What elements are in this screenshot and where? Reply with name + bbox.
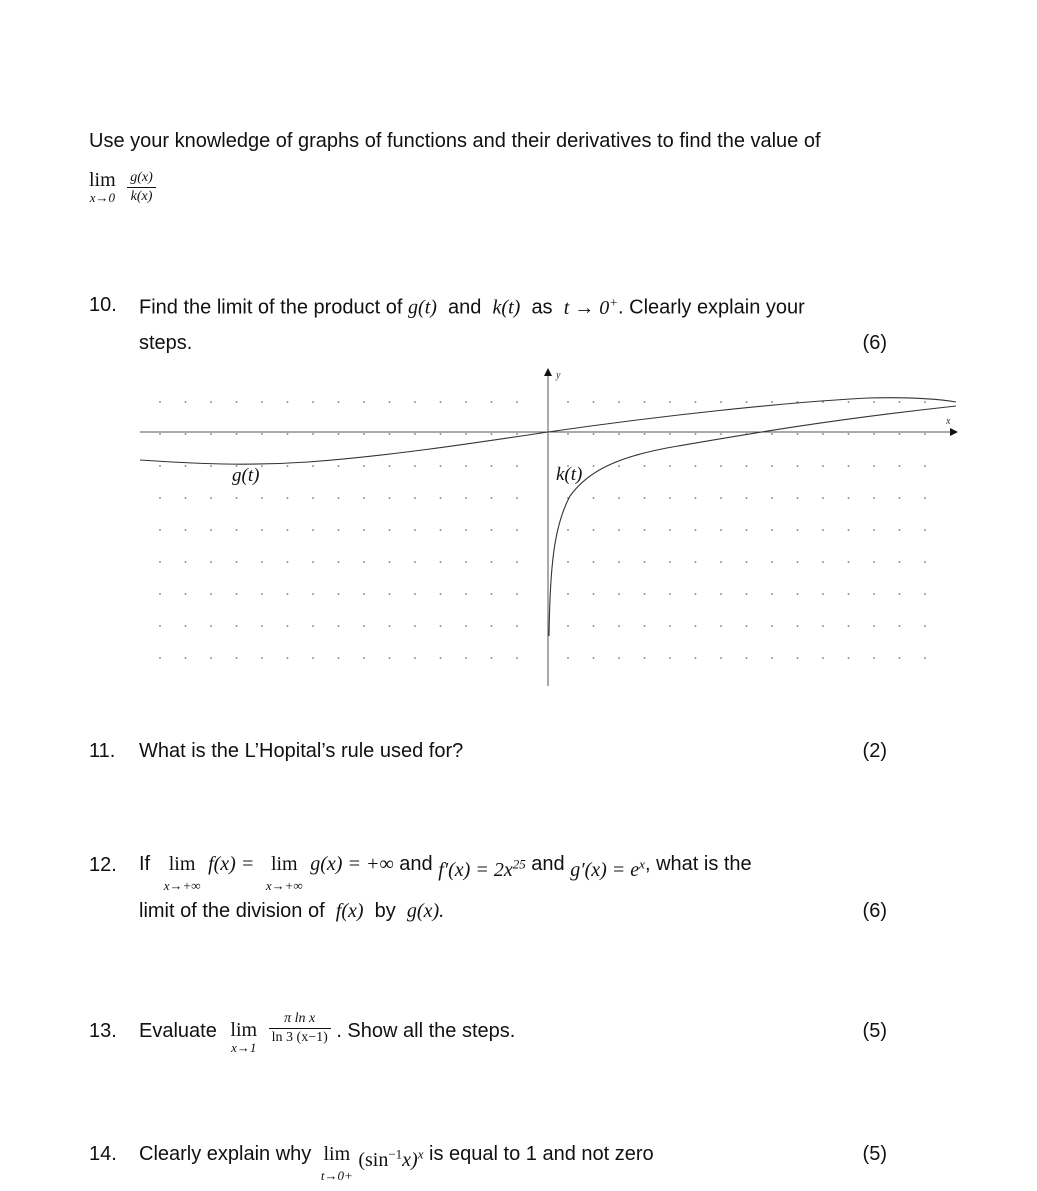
q12-tail: , what is the: [644, 853, 752, 875]
y-axis-label: y: [556, 370, 561, 381]
q13-limit: lim x→1: [230, 1019, 258, 1055]
question-14-number: 14.: [89, 1143, 117, 1165]
dot-grid: [159, 401, 926, 659]
q10-text-b: . Clearly explain your: [618, 296, 805, 319]
q12-gprime: $g'(x) = e^x$: [570, 856, 645, 881]
q13-evaluate: Evaluate: [139, 1020, 217, 1042]
intro-text: Use your knowledge of graphs of functions and their derivatives to find the value of: [89, 130, 821, 152]
q10-marks: (6): [862, 332, 887, 354]
q14-expr: $(\sin^{-1}x)^x$: [358, 1146, 424, 1171]
q12-limit-2: lim x→+∞: [265, 853, 303, 893]
q11-marks: (2): [862, 740, 887, 762]
q12-line2-g: g(x).: [406, 900, 445, 922]
x-axis-label: x: [946, 416, 951, 427]
q12-fprime: $f'(x) = 2x^{25}$: [438, 856, 526, 881]
q10-t-limit: t → 0+: [563, 294, 619, 319]
limit-subscript: x→0: [89, 190, 115, 205]
fraction-numerator: g(x): [127, 171, 156, 188]
q14-marks: (5): [862, 1143, 887, 1165]
q11-text: What is the L’Hopital’s rule used for?: [139, 740, 464, 762]
limit-fraction: [127, 171, 156, 204]
q14-limit: lim t→0+: [320, 1143, 353, 1183]
q10-text-c: steps.: [139, 332, 193, 354]
q12-and: and: [399, 853, 433, 875]
q12-and-2: and: [531, 853, 565, 875]
limit-word: lim: [89, 169, 116, 191]
g-label: g(t): [232, 465, 260, 486]
q12-line2-f: f(x): [335, 900, 364, 922]
question-12-line-1: [139, 850, 752, 892]
q12-line2-a: limit of the division of: [139, 900, 325, 922]
q12-marks: (6): [862, 900, 887, 922]
q13-denominator: ln 3 (x−1): [271, 1030, 328, 1045]
q12-f-expr: f(x) =: [208, 853, 255, 875]
x-axis-arrow: [950, 428, 958, 436]
q10-g-of-t: g(t): [408, 296, 437, 319]
y-axis-arrow: [544, 368, 552, 376]
question-14-line: [139, 1140, 654, 1182]
fraction-denominator: k(x): [130, 188, 153, 204]
q10-k-of-t: k(t): [492, 296, 521, 319]
q14-text-b: is equal to 1 and not zero: [429, 1143, 654, 1165]
question-13-number: 13.: [89, 1020, 117, 1042]
q12-if: If: [139, 853, 151, 875]
question-12-line-2: [139, 900, 444, 923]
q10-text-a: Find the limit of the product of: [139, 296, 403, 319]
question-13-line: [139, 1010, 515, 1054]
intro-limit-expression: [89, 170, 156, 204]
q14-text-a: Clearly explain why: [139, 1143, 312, 1165]
q10-and: and: [448, 296, 482, 319]
q13-fraction: [269, 1012, 331, 1045]
question-12-number: 12.: [89, 854, 117, 876]
q12-limit-1: lim x→+∞: [163, 853, 201, 893]
q12-g-expr: g(x) = +∞: [310, 853, 394, 875]
q13-numerator: π ln x: [269, 1012, 331, 1029]
question-10-number: 10.: [89, 294, 117, 316]
q12-line2-by: by: [374, 900, 396, 922]
question-11-number: 11.: [89, 740, 116, 762]
k-curve: [549, 406, 956, 636]
q13-tail: . Show all the steps.: [336, 1020, 516, 1042]
question-10-line-1: [139, 294, 805, 320]
k-label: k(t): [556, 464, 583, 485]
q13-marks: (5): [862, 1020, 887, 1042]
limit-operator: [89, 170, 116, 204]
function-graph: [138, 366, 960, 688]
q10-as: as: [531, 296, 553, 319]
